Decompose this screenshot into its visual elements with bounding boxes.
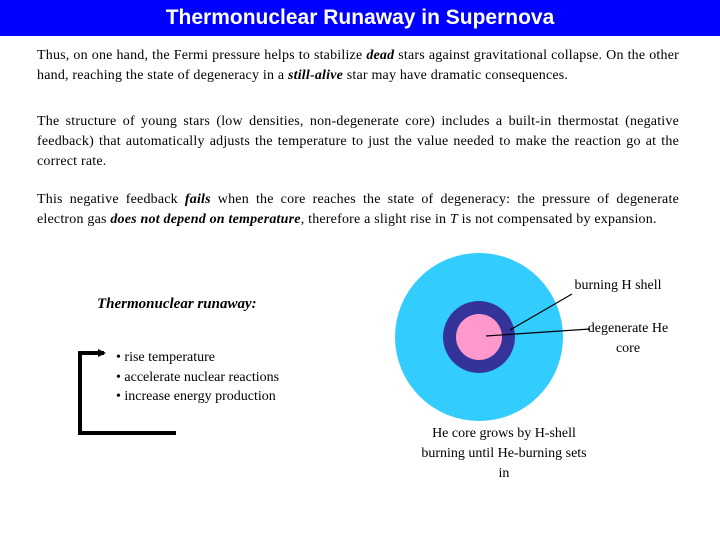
paragraph3-emphasis-temperature: does not depend on temperature xyxy=(110,212,301,227)
runaway-step: • rise temperature xyxy=(116,350,215,365)
slide-title: Thermonuclear Runaway in Supernova xyxy=(0,0,720,36)
paragraph3-emphasis-fails: fails xyxy=(184,192,211,207)
paragraph1-text-c: star may have dramatic consequences. xyxy=(343,68,569,83)
paragraph3-text-d: is not compensated by expansion. xyxy=(457,212,657,227)
paragraph1-emphasis-still-alive: still-alive xyxy=(287,68,344,83)
runaway-step: • accelerate nuclear reactions xyxy=(116,369,280,385)
runaway-step: • increase energy production xyxy=(116,389,276,404)
core-label-line: core xyxy=(615,341,641,356)
caption-line: He core grows by H-shell xyxy=(432,426,576,441)
core-growth-caption xyxy=(392,424,616,484)
runaway-heading: Thermonuclear runaway: xyxy=(97,296,257,312)
paragraph3-text-b: when the core reaches the state of degeneracy: the pressure of degenerate electron gas xyxy=(37,192,679,227)
core-label-line: degenerate He xyxy=(587,321,669,336)
core-label xyxy=(568,319,688,359)
caption-line: in xyxy=(498,466,510,481)
paragraph-young-stars: The structure of young stars (low densities, non-degenerate core) includes a built-in thermostat (negative feedback) that automatically adjusts the temperature to just the value needed to make the reaction go at the correct rate. xyxy=(37,114,679,169)
shell-label: burning H shell xyxy=(574,278,662,293)
paragraph1-emphasis-dead: dead xyxy=(366,48,395,63)
paragraph3-text-a: This negative feedback xyxy=(37,192,185,207)
runaway-steps-list xyxy=(116,348,279,407)
paragraph1-text-b: stars against gravitational collapse. On the other hand, reaching the state of degeneracy in a xyxy=(37,48,679,83)
paragraph3-variable-t: T xyxy=(449,212,458,227)
degenerate-he-core xyxy=(456,314,502,360)
paragraph3-text-c: , therefore a slight rise in xyxy=(300,212,450,227)
paragraph1-text-a: Thus, on one hand, the Fermi pressure helps to stabilize xyxy=(37,48,367,63)
caption-line: burning until He-burning sets xyxy=(421,446,587,461)
